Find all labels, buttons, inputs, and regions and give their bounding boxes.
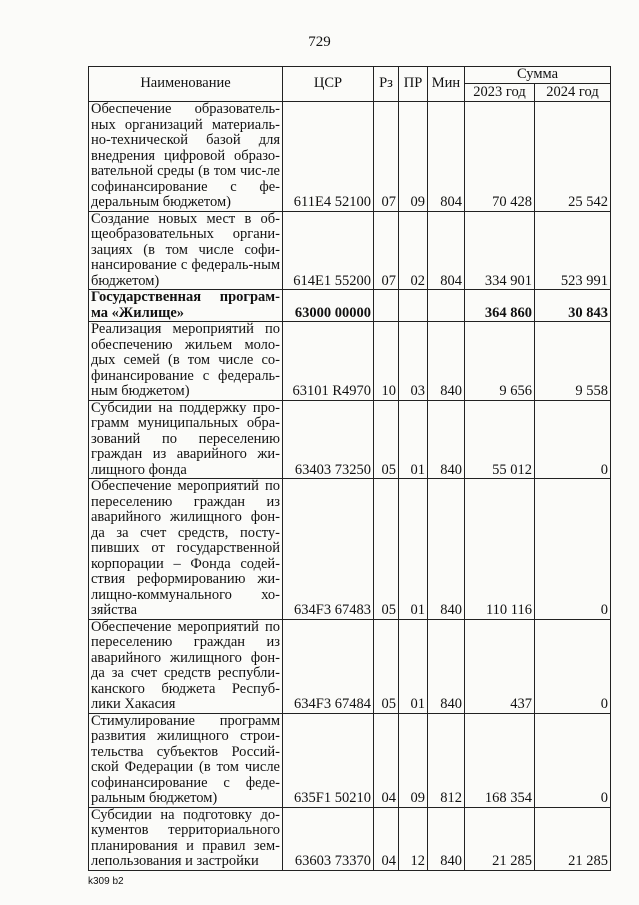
row-sum-2023: 70 428 (465, 102, 535, 212)
row-pr: 02 (399, 211, 428, 290)
row-min: 804 (428, 102, 465, 212)
row-name: Обеспечение мероприятий по переселению граждан из аварийного жилищного фон-да за счет средств, посту-пивших от государственной корпорации – Фонда содей-ствия реформированию жи-лищно-коммунального хо-зяйства (89, 479, 283, 620)
row-pr: 01 (399, 619, 428, 713)
row-csr: 63603 73370 (283, 807, 374, 870)
row-pr: 12 (399, 807, 428, 870)
row-sum-2024: 0 (535, 619, 611, 713)
header-year-2023: 2023 год (465, 83, 535, 101)
row-min (428, 290, 465, 322)
row-csr: 611Е4 52100 (283, 102, 374, 212)
row-rz: 04 (374, 807, 399, 870)
row-name: Субсидии на поддержку про-грамм муниципальных обра-зований по переселению граждан из аварийного жи-лищного фонда (89, 400, 283, 479)
table-row (89, 400, 611, 479)
row-csr: 63101 R4970 (283, 322, 374, 401)
table-row (89, 322, 611, 401)
row-sum-2024: 30 843 (535, 290, 611, 322)
row-rz (374, 290, 399, 322)
row-pr: 09 (399, 102, 428, 212)
table-row (89, 807, 611, 870)
header-pr: ПР (399, 67, 428, 102)
row-name: Обеспечение образователь-ных организаций материаль-но-технической базой для внедрения цифровой образо-вательной среды (в том чис-ле софинансирование с фе-деральным бюджетом) (89, 102, 283, 212)
table-row (89, 713, 611, 807)
row-sum-2023: 168 354 (465, 713, 535, 807)
row-pr: 01 (399, 479, 428, 620)
table-row (89, 619, 611, 713)
row-min: 840 (428, 807, 465, 870)
row-csr: 634F3 67483 (283, 479, 374, 620)
header-rz: Рз (374, 67, 399, 102)
row-min: 812 (428, 713, 465, 807)
row-sum-2023: 55 012 (465, 400, 535, 479)
row-csr: 635F1 50210 (283, 713, 374, 807)
header-name: Наименование (89, 67, 283, 102)
row-sum-2024: 21 285 (535, 807, 611, 870)
row-name: Обеспечение мероприятий по переселению граждан из аварийного жилищного фон-да за счет средств республи-канского бюджета Респуб-лики Хакасия (89, 619, 283, 713)
row-pr: 03 (399, 322, 428, 401)
row-sum-2024: 9 558 (535, 322, 611, 401)
row-rz: 10 (374, 322, 399, 401)
row-name: Государственная програм-ма «Жилище» (89, 290, 283, 322)
row-name: Создание новых мест в об-щеобразовательных органи-зациях (в том числе софи-нансирование с федераль-ным бюджетом) (89, 211, 283, 290)
row-min: 840 (428, 400, 465, 479)
table-header (89, 67, 611, 102)
row-sum-2024: 0 (535, 479, 611, 620)
row-rz: 04 (374, 713, 399, 807)
footer-code: k309 b2 (88, 876, 124, 887)
row-name: Субсидии на подготовку до-кументов территориального планирования и правил зем-лепользования и застройки (89, 807, 283, 870)
row-rz: 07 (374, 102, 399, 212)
row-sum-2023: 437 (465, 619, 535, 713)
table-body (89, 102, 611, 871)
row-sum-2024: 523 991 (535, 211, 611, 290)
row-pr (399, 290, 428, 322)
row-sum-2023: 9 656 (465, 322, 535, 401)
page-number: 729 (308, 34, 331, 50)
table-row (89, 290, 611, 322)
header-csr: ЦСР (283, 67, 374, 102)
row-csr: 634F3 67484 (283, 619, 374, 713)
row-rz: 05 (374, 400, 399, 479)
budget-table (88, 66, 611, 871)
row-name: Реализация мероприятий по обеспечению жильем моло-дых семей (в том числе со-финансирование с федераль-ным бюджетом) (89, 322, 283, 401)
row-csr: 63000 00000 (283, 290, 374, 322)
row-min: 804 (428, 211, 465, 290)
row-min: 840 (428, 619, 465, 713)
header-sum: Сумма (465, 67, 611, 84)
row-sum-2024: 0 (535, 713, 611, 807)
table-row (89, 479, 611, 620)
row-min: 840 (428, 322, 465, 401)
row-pr: 09 (399, 713, 428, 807)
row-csr: 614Е1 55200 (283, 211, 374, 290)
row-rz: 05 (374, 619, 399, 713)
row-sum-2023: 334 901 (465, 211, 535, 290)
table-row (89, 102, 611, 212)
row-sum-2023: 364 860 (465, 290, 535, 322)
row-sum-2024: 25 542 (535, 102, 611, 212)
row-min: 840 (428, 479, 465, 620)
row-rz: 05 (374, 479, 399, 620)
header-year-2024: 2024 год (535, 83, 611, 101)
row-name: Стимулирование программ развития жилищного строи-тельства субъектов Россий-ской Федерации (в том числе софинансирование с феде-ральным бюджетом) (89, 713, 283, 807)
row-sum-2023: 110 116 (465, 479, 535, 620)
row-pr: 01 (399, 400, 428, 479)
table-row (89, 211, 611, 290)
header-min: Мин (428, 67, 465, 102)
row-sum-2023: 21 285 (465, 807, 535, 870)
row-csr: 63403 73250 (283, 400, 374, 479)
row-rz: 07 (374, 211, 399, 290)
row-sum-2024: 0 (535, 400, 611, 479)
